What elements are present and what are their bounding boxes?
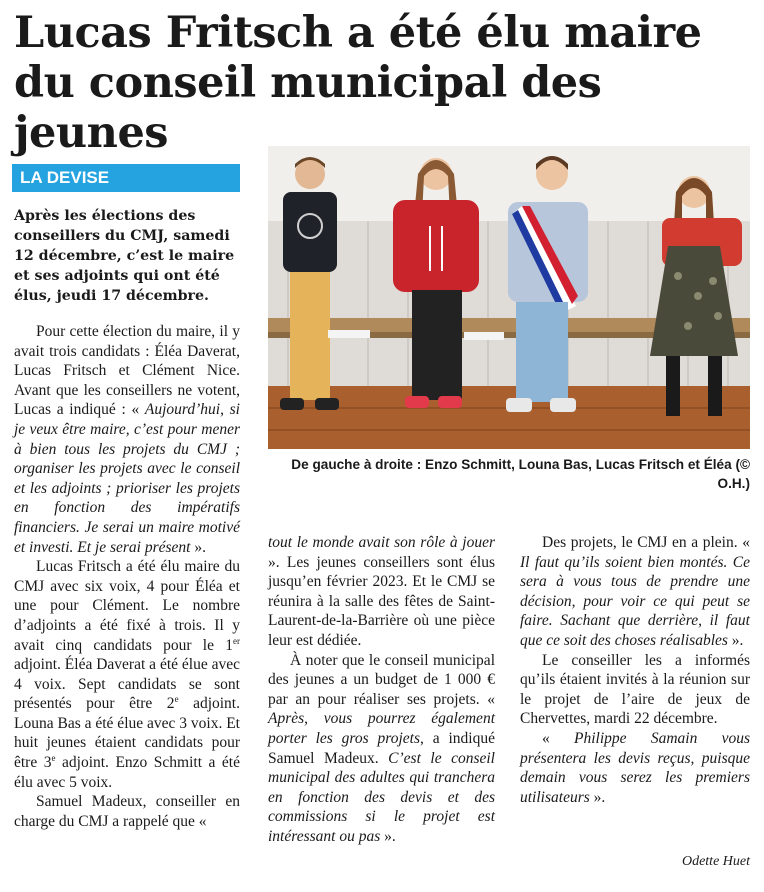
body-paragraph-4: À noter que le conseil municipal des jeunes a un budget de 1 000 € par an pour réaliser ses projets. « Après, vous pourrez également porter les gros projets, a indiqué Samuel Madeux. C’est le conseil municipal des adultes qui tranchera en fonction des devis et des commissions si le projet est intéressant ou pas ».: [268, 651, 495, 845]
author-signature: Odette Huet: [681, 854, 750, 869]
article-column-1: [14, 322, 240, 831]
body-paragraph-6: Le conseiller les a informés qu’ils étaient invités à la réunion sur le projet de l’aire de jeux de Chervettes, mardi 22 décembre.: [520, 651, 750, 728]
quote: C’est le conseil municipal des adultes qui tranchera en fonction des devis et des commissions si le projet est intéressant ou pas: [268, 749, 495, 845]
body-paragraph-7: « Philippe Samain vous présentera les devis reçus, puisque demain vous serez les premiers utilisateurs ».: [520, 729, 751, 806]
headline-line-1: Lucas Fritsch a été élu maire: [14, 8, 702, 58]
quote: Après, vous pourrez également porter les gros projets: [268, 710, 495, 747]
quote: Aujourd’hui, si je veux être maire, c’est pour mener à bien tous les projets du CMJ ; organiser les projets avec le conseil et les adjoints ; prioriser les projets en fonction des impératifs financiers. Je serai un maire motivé et investi. Et je serai présent: [14, 401, 240, 556]
headline-line-2: du conseil municipal des jeunes: [14, 58, 602, 158]
headline: [14, 8, 754, 158]
photo-four-children: [268, 146, 750, 449]
article-column-3: [520, 533, 750, 807]
body-paragraph-1: Pour cette élection du maire, il y avait trois candidats : Éléa Daverat, Lucas Fritsch et Clément Nice. Avant que les conseillers ne votent, Lucas a indiqué : « Aujourd’hui, si je veux être maire, c’est pour mener à bien tous les projets du CMJ ; organiser les projets avec le conseil et les adjoints ; prioriser les projets en fonction des impératifs financiers. Je serai un maire motivé et investi. Et je serai présent ».: [14, 323, 240, 556]
article-column-2: [268, 533, 495, 847]
lede-paragraph: Après les élections des conseillers du CMJ, samedi 12 décembre, c’est le maire et ses adjoints qui ont été élus, jeudi 17 décembre.: [14, 208, 235, 304]
quote: Il faut qu’ils soient bien montés. Ce sera à vous tous de prendre une décision, pour voir ce qui peut se faire. Sachant que derrière, il faut que ce soit des choses réalisables: [520, 553, 750, 649]
body-paragraph-5: Des projets, le CMJ en a plein. « Il faut qu’ils soient bien montés. Ce sera à vous tous de prendre une décision, pour voir ce qui peut se faire. Sachant que derrière, il faut que ce soit des choses réalisables ».: [520, 534, 750, 649]
quote: Philippe Samain vous présentera les devis reçus, puisque demain vous serez les premiers utilisateurs: [520, 729, 751, 806]
quote: tout le monde avait son rôle à jouer: [268, 534, 495, 551]
section-kicker: LA DEVISE: [12, 164, 240, 192]
photo-caption: De gauche à droite : Enzo Schmitt, Louna Bas, Lucas Fritsch et Éléa (© O.H.): [291, 457, 750, 491]
body-paragraph-3-cont: tout le monde avait son rôle à jouer ». Les jeunes conseillers sont élus jusqu’en février 2023. Et le CMJ se réunira à la salle des fêtes de Saint-Laurent-de-la-Barrière où une pièce leur est dédiée.: [268, 534, 495, 649]
body-paragraph-3-start: Samuel Madeux, conseiller en charge du CMJ a rappelé que «: [14, 793, 240, 830]
body-paragraph-2: Lucas Fritsch a été élu maire du CMJ avec six voix, 4 pour Éléa et une pour Clément. Le nombre d’adjoints a été fixé à trois. Il y avait cinq candidats pour le 1er adjoint. Éléa Daverat a été élue avec 4 voix. Sept candidats se sont présentés pour être 2e adjoint. Louna Bas a été élue avec 3 voix. Et huit jeunes étaient candidats pour être 3e adjoint. Enzo Schmitt a été élu avec 5 voix.: [14, 558, 240, 791]
